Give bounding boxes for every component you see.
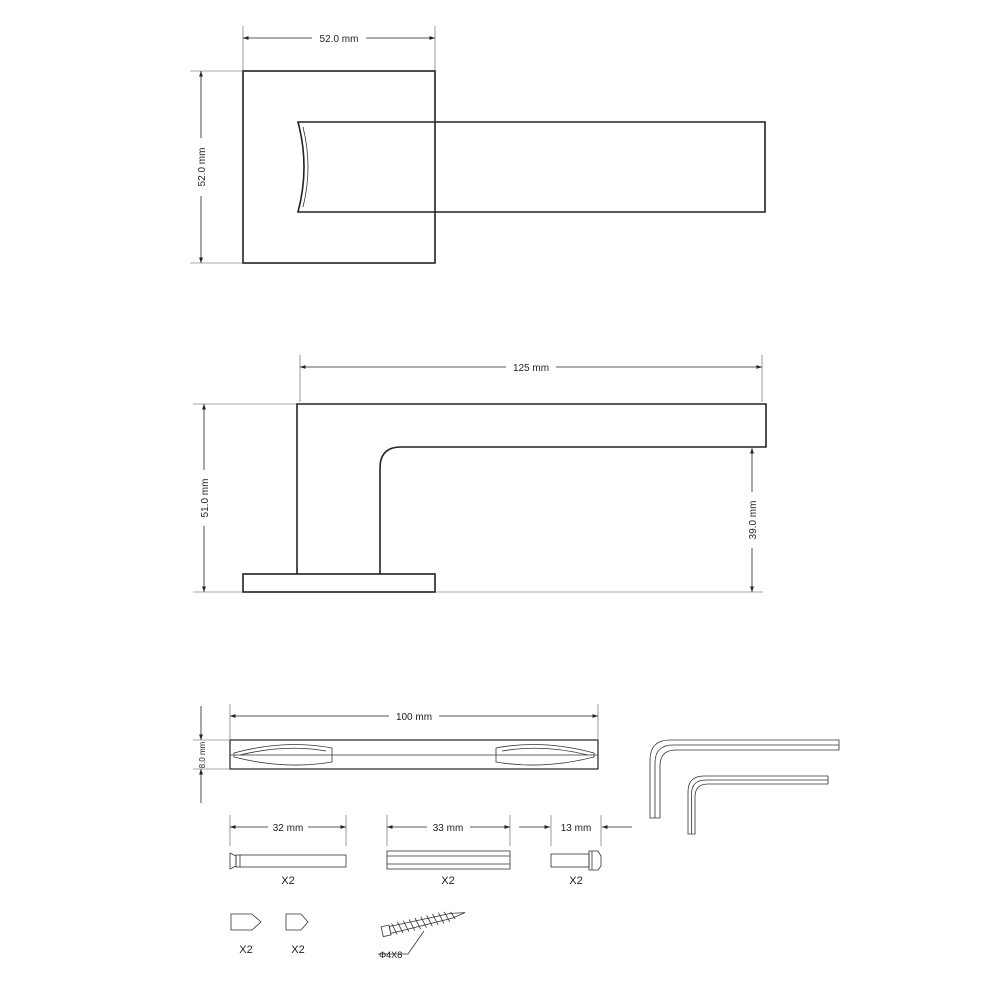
sleeve-qty: X2 — [441, 875, 455, 887]
handle-lever-side — [297, 404, 766, 574]
cap-large-qty: X2 — [239, 944, 253, 956]
cap-small-qty: X2 — [291, 944, 305, 956]
screw-a-length-label: 32 mm — [272, 823, 304, 834]
rose-square-outline — [243, 71, 435, 263]
top-height-label: 52.0 mm — [197, 147, 208, 187]
side-clearance-label: 39.0 mm — [748, 500, 759, 540]
top-width-label: 52.0 mm — [319, 34, 359, 45]
cap-small — [286, 914, 308, 956]
screw-a-qty: X2 — [281, 875, 295, 887]
screw-b-qty: X2 — [569, 875, 583, 887]
spindle-length-label: 100 mm — [395, 712, 433, 723]
rose-base-plate — [243, 574, 435, 592]
sleeve-length-label: 33 mm — [432, 823, 464, 834]
allen-keys — [650, 740, 839, 834]
side-view — [193, 355, 766, 592]
sleeve-body — [387, 851, 510, 869]
wood-screw-shaft — [389, 909, 466, 933]
screw-13mm — [519, 815, 632, 887]
side-height-label: 51.0 mm — [200, 478, 211, 518]
screw-a-shaft — [236, 855, 346, 867]
sleeve-33mm — [387, 815, 510, 887]
side-length-label: 125 mm — [512, 363, 550, 374]
screw-b-head — [589, 851, 601, 870]
screw-32mm — [230, 815, 346, 887]
handle-lever-top — [298, 122, 765, 212]
cap-large — [231, 914, 261, 956]
spindle-thickness-label: 8.0 mm — [198, 741, 207, 769]
screw-b-length-label: 13 mm — [560, 823, 592, 834]
wood-screw-label: Φ4X8 — [379, 950, 403, 960]
allen-key-large — [650, 740, 839, 818]
top-view — [190, 26, 765, 263]
screw-a-head — [230, 853, 236, 869]
spindle-part — [193, 704, 598, 803]
wood-screw — [378, 907, 466, 960]
allen-key-small — [688, 776, 828, 834]
screw-b-shaft — [551, 854, 589, 867]
